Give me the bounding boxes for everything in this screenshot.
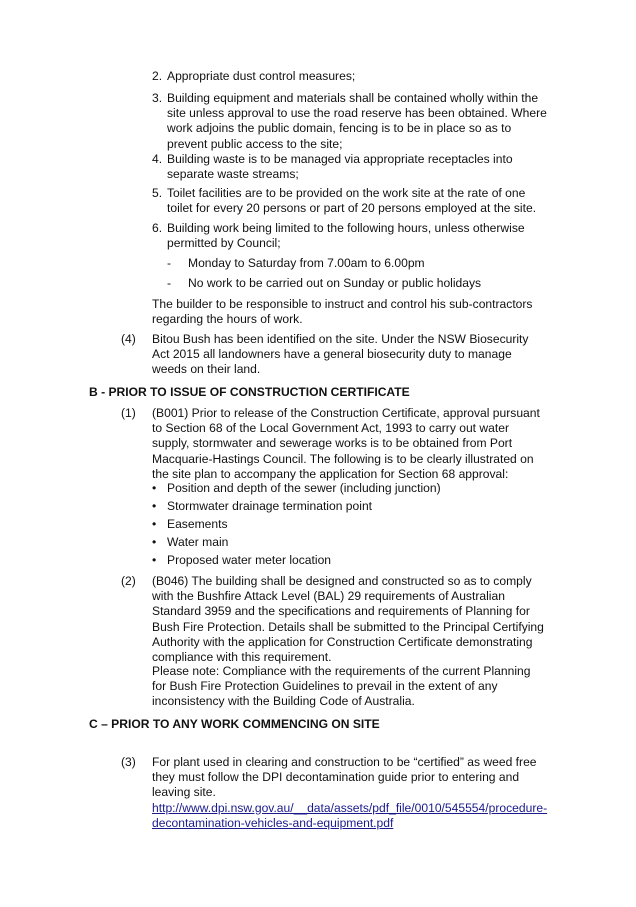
item-text: Bitou Bush has been identified on the site. Under the NSW Biosecurity Act 2015 all landowners have a general biosecurity duty to manage weeds on their land. (152, 332, 529, 377)
dash-marker: - (167, 256, 172, 270)
list-text: Building work being limited to the following hours, unless otherwise permitted by Council; (167, 221, 525, 251)
list-number: 2. (152, 69, 163, 83)
bullet-icon: • (152, 535, 157, 549)
bullet-text: Proposed water meter location (167, 553, 332, 567)
dash-marker: - (167, 276, 172, 290)
bullet-text: Stormwater drainage termination point (167, 499, 373, 513)
hours-text: No work to be carried out on Sunday or public holidays (188, 276, 482, 290)
decontamination-guide-link[interactable]: http://www.dpi.nsw.gov.au/__data/assets/pdf_file/0010/545554/procedure-decontamination-vehicles-and-equipment.pdf (152, 800, 548, 830)
item-text (152, 755, 550, 831)
list-number: 5. (152, 186, 163, 200)
list-text: Building equipment and materials shall be contained wholly within the site unless approval to use the road reserve has been obtained. Where work adjoins the public domain, fencing is to be in place so as to prevent public access to the site; (167, 91, 547, 151)
item-marker: (4) (121, 332, 136, 346)
builder-note: The builder to be responsible to instruct and control his sub-contractors regarding the hours of work. (152, 297, 533, 327)
list-number: 4. (152, 152, 163, 166)
list-number: 3. (152, 91, 163, 105)
list-text: Building waste is to be managed via appropriate receptacles into separate waste streams; (167, 152, 513, 182)
item-marker: (1) (121, 406, 136, 420)
bullet-icon: • (152, 553, 157, 567)
bullet-icon: • (152, 481, 157, 495)
item-marker: (2) (121, 574, 136, 588)
list-text: Appropriate dust control measures; (167, 69, 356, 83)
bullet-text: Easements (167, 517, 228, 531)
bullet-text: Position and depth of the sewer (including junction) (167, 481, 441, 495)
item-text-body: For plant used in clearing and construction to be “certified” as weed free they must follow the DPI decontamination guide prior to entering and leaving site. (152, 755, 537, 800)
item-marker: (3) (121, 755, 136, 769)
bullet-icon: • (152, 499, 157, 513)
item-text: (B001) Prior to release of the Construction Certificate, approval pursuant to Section 68 of the Local Government Act, 1993 to carry out water supply, stormwater and sewerage works is to be obtained from Port Macquarie-Hastings Council. The following is to be clearly illustrated on the site plan to accompany the application for Section 68 approval: (152, 406, 540, 481)
hours-text: Monday to Saturday from 7.00am to 6.00pm (188, 256, 425, 270)
list-number: 6. (152, 221, 163, 235)
list-text: Toilet facilities are to be provided on the work site at the rate of one toilet for every 20 persons or part of 20 persons employed at the site. (167, 186, 537, 216)
item-note: Please note: Compliance with the requirements of the current Planning for Bush Fire Protection Guidelines to prevail in the extent of any inconsistency with the Building Code of Australia. (152, 664, 531, 709)
bullet-text: Water main (167, 535, 229, 549)
item-text: (B046) The building shall be designed and constructed so as to comply with the Bushfire Attack Level (BAL) 29 requirements of Australian Standard 3959 and the specifications and requirements of Planning for Bush Fire Protection. Details shall be submitted to the Principal Certifying Authority with the application for Construction Certificate demonstrating compliance with this requirement. (152, 574, 544, 665)
bullet-icon: • (152, 517, 157, 531)
section-heading: C – PRIOR TO ANY WORK COMMENCING ON SITE (89, 717, 380, 731)
section-heading: B - PRIOR TO ISSUE OF CONSTRUCTION CERTIFICATE (89, 385, 410, 399)
